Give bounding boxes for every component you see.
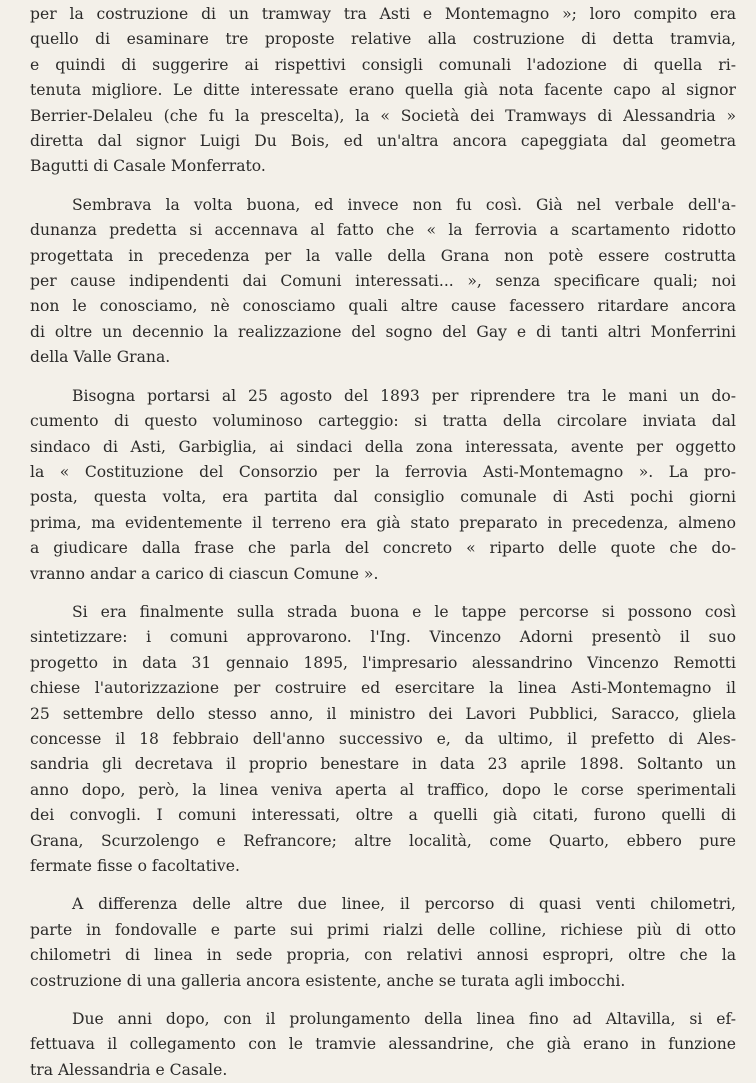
text-line: Bisogna portarsi al 25 agosto del 1893 per riprendere tra le mani un do- (72, 386, 736, 405)
paragraph-5 (30, 892, 736, 994)
text-line: vranno andar a carico di ciascun Comune ». (30, 564, 379, 583)
text-line: dunanza predetta si accennava al fatto che « la ferrovia a scartamento ridotto (30, 221, 736, 240)
text-line: per cause indipendenti dai Comuni interessati... », senza specificare quali; noi (30, 272, 736, 291)
text-line: e quindi di suggerire ai rispettivi consigli comunali l'adozione di quella ri- (30, 55, 736, 74)
text-line: sindaco di Asti, Garbiglia, ai sindaci della zona interessata, avente per oggetto (30, 437, 736, 456)
text-line: tra Alessandria e Casale. (30, 1060, 228, 1079)
paragraph-1 (30, 2, 736, 180)
text-line: Bagutti di Casale Monferrato. (30, 157, 266, 176)
text-line: progetto in data 31 gennaio 1895, l'impresario alessandrino Vincenzo Remotti (30, 653, 736, 672)
text-line: diretta dal signor Luigi Du Bois, ed un'altra ancora capeggiata dal geometra (30, 132, 736, 151)
text-line: sandria gli decretava il proprio benestare in data 23 aprile 1898. Soltanto un (30, 755, 736, 774)
text-line: per la costruzione di un tramway tra Asti e Montemagno »; loro compito era (30, 5, 736, 23)
text-line: posta, questa volta, era partita dal consiglio comunale di Asti pochi giorni (30, 488, 736, 507)
text-line: chilometri di linea in sede propria, con relativi annosi espropri, oltre che la (30, 946, 736, 965)
text-line: della Valle Grana. (30, 348, 171, 367)
text-line: tenuta migliore. Le ditte interessate erano quella già nota facente capo al signor (30, 81, 736, 100)
text-line: anno dopo, però, la linea veniva aperta al traffico, dopo le corse sperimentali (30, 780, 736, 799)
text-line: costruzione di una galleria ancora esistente, anche se turata agli imbocchi. (30, 971, 626, 990)
text-line: Due anni dopo, con il prolungamento della linea fino ad Altavilla, si ef- (72, 1010, 736, 1029)
paragraph-6 (30, 1007, 736, 1083)
text-line: la « Costituzione del Consorzio per la ferrovia Asti-Montemagno ». La pro- (30, 462, 736, 481)
text-line: sintetizzare: i comuni approvarono. l'Ing. Vincenzo Adorni presentò il suo (30, 628, 736, 647)
text-line: di oltre un decennio la realizzazione del sogno del Gay e di tanti altri Monferrini (30, 322, 736, 341)
text-line: Si era finalmente sulla strada buona e le tappe percorse si possono così (72, 602, 736, 621)
paragraph-4 (30, 600, 736, 879)
text-line: non le conosciamo, nè conosciamo quali altre cause facessero ritardare ancora (30, 297, 736, 316)
text-line: cumento di questo voluminoso carteggio: si tratta della circolare inviata dal (30, 412, 736, 431)
text-line: fermate fisse o facoltative. (30, 857, 240, 875)
text-line: chiese l'autorizzazione per costruire ed esercitare la linea Asti-Montemagno il (30, 679, 736, 698)
text-line: A differenza delle altre due linee, il percorso di quasi venti chilometri, (72, 895, 736, 914)
text-line: quello di esaminare tre proposte relative alla costruzione di detta tramvia, (30, 30, 736, 49)
paragraph-2 (30, 193, 736, 371)
paragraph-3 (30, 384, 736, 587)
text-line: Grana, Scurzolengo e Refrancore; altre località, come Quarto, ebbero pure (30, 831, 736, 850)
text-line: 25 settembre dello stesso anno, il ministro dei Lavori Pubblici, Saracco, gliela (30, 704, 736, 723)
text-line: Berrier-Delaleu (che fu la prescelta), la « Società dei Tramways di Alessandria » (30, 106, 736, 125)
text-line: prima, ma evidentemente il terreno era già stato preparato in precedenza, almeno (30, 513, 736, 532)
text-line: fettuava il collegamento con le tramvie alessandrine, che già erano in funzione (30, 1035, 736, 1054)
text-line: Sembrava la volta buona, ed invece non fu così. Già nel verbale dell'a- (72, 195, 736, 214)
text-line: a giudicare dalla frase che parla del concreto « riparto delle quote che do- (30, 539, 736, 558)
text-line: dei convogli. I comuni interessati, oltre a quelli già citati, furono quelli di (30, 806, 736, 825)
text-line: progettata in precedenza per la valle della Grana non potè essere costrutta (30, 246, 736, 265)
text-line: concesse il 18 febbraio dell'anno successivo e, da ultimo, il prefetto di Ales- (30, 729, 736, 748)
text-line: parte in fondovalle e parte sui primi rialzi delle colline, richiese più di otto (30, 920, 736, 939)
